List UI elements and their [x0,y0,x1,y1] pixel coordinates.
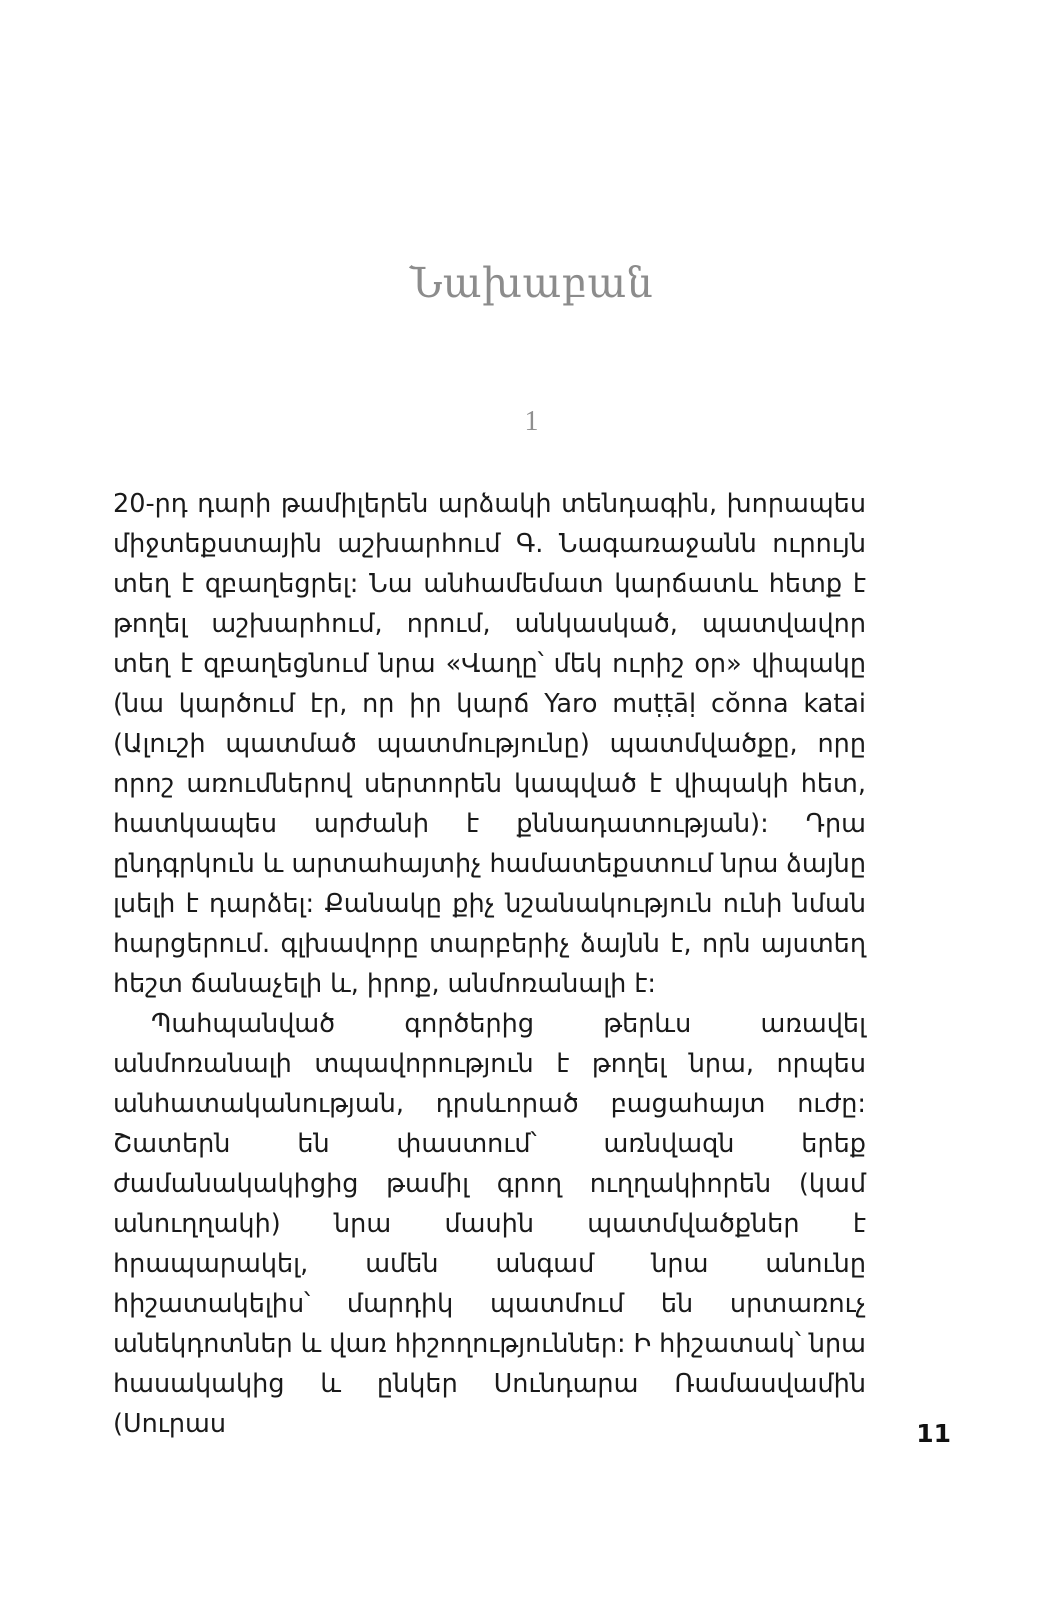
paragraph-1: 20-րդ դարի թամիլերեն արձակի տենդագին, խորապես միջտեքստային աշխարհում Գ. Նագառաջանն ուրույն տեղ է զբաղեցրել: Նա անհամեմատ կարճատև հետք է թողել աշխարհում, որում, անկասկած, պատվավոր տեղ է զբաղեցնում նրա «Վաղը՝ մեկ ուրիշ օր» վիպակը (նա կարծում էր, որ իր կարճ Yaro muṭṭāḷ cŏnna katai (Ալուշի պատմած պատմությունը) պատմվածքը, որը որոշ առումներով սերտորեն կապված է վիպակի հետ, հատկապես արժանի է քննադատության): Դրա ընդգրկուն և արտահայտիչ համատեքստում նրա ձայնը լսելի է դարձել: Քանակը քիչ նշանակություն ունի նման հարցերում. գլխավորը տարբերիչ ձայնն է, որն այստեղ հեշտ ճանաչելի և, իրոք, անմոռանալի է: [113,489,866,999]
page-number: 11 [916,1419,951,1448]
paragraph-2: Պահպանված գործերից թերևս առավել անմոռանալի տպավորություն է թողել նրա, որպես անհատականության, դրսևորած բացահայտ ուժը: Շատերն են փաստում՝ առնվազն երեք ժամանակակիցից թամիլ գրող ուղղակիորեն (կամ անուղղակի) նրա մասին պատմվածքներ է հրապարակել, ամեն անգամ նրա անունը հիշատակելիս՝ մարդիկ պատմում են սրտառուչ անեկդոտներ և վառ հիշողություններ: Ի հիշատակ՝ նրա հասակակից և ընկեր Սունդարա Ռամասվամին (Սուրաս [113,1009,866,1439]
section-number: 1 [524,406,539,437]
page-title: Նախաբան [409,260,654,307]
body-text-block [113,484,866,1444]
